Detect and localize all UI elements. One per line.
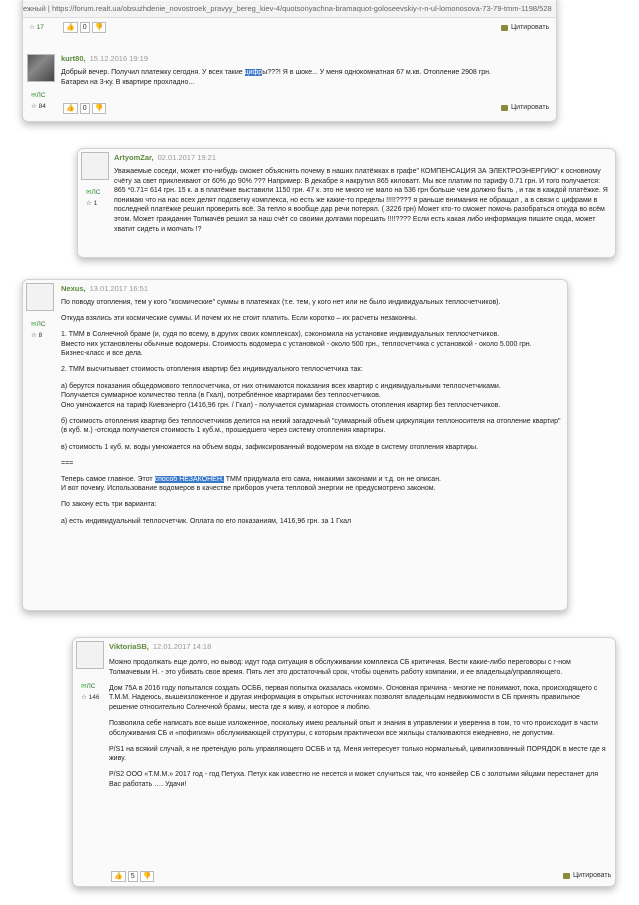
post-card-kurt80 bbox=[22, 0, 557, 122]
post-date: 02.01.2017 19:21 bbox=[157, 153, 216, 162]
post-date: 12.01.2017 14:18 bbox=[152, 642, 212, 651]
post-body: Уважаемые соседи, может кто-нибудь сможет объяснить почему в наших платёжках в графе" КОМПЕНСАЦИЯ ЗА ЭЛЕКТРОЭНЕРГИЮ" к основному счёту за свет приклеивают от 60% до 90% ??? Например: В декабре я накрутил 865 киловатт. Мы все платим по тарифу 0.71 грн. И того получается: 865 *0.71= 614 грн. 15 к. а в платёжке выставили 1150 грн. 47 к. это не много не мало на 536 грн больше чем должно быть , и так в каждой платёжке. Я понимаю что на нас всех делят подсветку комплекса, но есть же какие-то пределы !!!!!???? я раньше внимания не обращал , а в связи с цифрами в последней платёжке решил проверить всё. За тепло я вообще дар речи потерял. ( 3226 грн) Может кто-то сможет помочь разобраться откуда во всём этом. Может гражданин Толмачёв решил за наш счёт со своими долгами порешать !!!!???? Если есть какая либо информация пишите сюда, может хватит сидеть и молчать !? bbox=[114, 168, 608, 233]
quote-button[interactable]: Цитировать bbox=[563, 872, 611, 879]
thumb-icon[interactable]: 👍 bbox=[63, 22, 78, 33]
pm-icon[interactable]: ✉ bbox=[31, 92, 37, 99]
post-author-line bbox=[61, 54, 148, 63]
star-icon: ☆ bbox=[86, 200, 92, 207]
pm-icon[interactable]: ✉ bbox=[81, 683, 87, 690]
url-text: https://forum.realt.ua/obsuzhdenie_novostroek_pravyy_bereg_kiev-4/quotsonyachna-bramaquot-goloseevskiy-r-n-ul-lomonosova-73-79-tmm-1198/528 bbox=[51, 4, 552, 13]
pm-icon[interactable]: ✉ bbox=[86, 189, 92, 196]
vote-box[interactable]: 👍 0 👎 bbox=[63, 103, 106, 114]
author-side-info: ✉ЛС ☆ 8 bbox=[31, 321, 46, 339]
thumb-down-icon[interactable]: 👎 bbox=[140, 871, 155, 882]
post-card-artyomzar bbox=[77, 148, 616, 258]
star-icon: ☆ bbox=[31, 103, 37, 110]
author-side-info: ✉ЛС ☆ 1 bbox=[86, 189, 101, 207]
author-side-info: ✉ЛС ☆ 84 bbox=[31, 92, 46, 110]
quote-icon bbox=[501, 105, 508, 111]
star-icon: ☆ bbox=[29, 24, 35, 31]
vote-box-prev[interactable]: 👍 0 👎 bbox=[63, 22, 106, 33]
url-prefix: ежный | bbox=[23, 4, 52, 13]
author-name[interactable]: ViktoriaSB, bbox=[109, 642, 149, 651]
avatar[interactable] bbox=[76, 641, 104, 669]
avatar[interactable] bbox=[27, 54, 55, 82]
selected-text: способ НЕЗАКОНЕН. bbox=[154, 475, 224, 483]
browser-url-bar[interactable] bbox=[23, 1, 557, 18]
post-card-viktoriasb bbox=[72, 637, 616, 887]
author-side-info: ✉ЛС ☆ 146 bbox=[81, 683, 100, 701]
thumb-down-icon[interactable]: 👎 bbox=[92, 22, 107, 33]
post-count-prev: ☆ 17 bbox=[29, 24, 44, 31]
avatar[interactable] bbox=[26, 283, 54, 311]
post-body: По поводу отопления, тем у кого "космические" суммы в платежках (т.е. тем, у кого нет или не было индивидуальных теплосчетчиков). Откуда взялись эти космические суммы. И почем их не стоит платить. Если коротко – их расчеты незаконны. 1. ТММ в Солнечной браме (и, судя по всему, в других своих комплексах), сэкономила на установке индивидуальных теплосчетчиков. Вместо них установлены обычные водомеры. Стоимость водомера с установкой - около 500 грн., теплосчетчика с установкой - около 5.000 грн. Бизнес-класс и все дела. 2. ТММ высчитывает стоимость отопления квартир без индивидуального теплосчетчика так: а) берутся показания общедомового теплосчетчика, от них отнимаются показания всех квартир с индивидуальными теплосчетчиками. Получается суммарное количество тепла (в Гкал), потреблённое квартирами без теплосчетчиков. Оно умножается на тариф Киевэнерго (1416,96 грн. / Гкал) - получается суммарная стоимость отопления квартир без теплосчетчиков. б) стоимость отопления квартир без теплосчетчиков делится на некий загадочный "суммарный объем циркуляции теплоносителя на отопление квартир" (в куб. м.) -отсюда получается стоимость 1 куб.м., прошедшего через систему отопления квартиры. в) стоимость 1 куб. м. воды умножается на объем воды, зафиксированный водомером на входе в систему отопления квартиры. === Теперь самое главное. Этот способ НЕЗАКОНЕН. ТММ придумала его сама, никакими законами и т.д. он не описан. И вот почему. Использование водомеров в качестве приборов учета тепловой энергии не предусмотрено законом. По закону есть три варианта: а) есть индивидуальный теплосчетчик. Оплата по его показаниям, 1416,96 грн. за 1 Гкал bbox=[61, 299, 561, 525]
post-body: Можно продолжать еще долго, но вывод: идут года ситуация в обслуживании комплекса СБ критичная. Вести какие-либо переговоры с г-ном Толмачевым Н. - это убивать свое время. Пять лет это достаточный срок, чтобы оценить работу компании, и ее владельца/управляющего. Дом 75А в 2016 году попытался создать ОСББ, первая попытка оказалась «комом». Основная причина - многие не понимают, пока, происходящего с Т.М.М. Надеюсь, вышеизложенное и другая информация в открытых источниках позволят владельцам недвижимости в СБ принять правильное решение относительно Солнечной брамы, места где я живу, и которое я люблю. Позволила себе написать все выше изложенное, поскольку имею реальный опыт и знания в управлении и уверенна в том, то что происходит в части обслуживания СБ и «пофигизм» обслуживающей структуры, с которым практически все жильцы сталкиваются ежедневно, не допустим. P/S1 на всякий случай, я не претендую роль управляющего ОСББ и тд. Меня интересует только нормальный, цивилизованный ПОРЯДОК в месте где я живу. P/S2 ООО «Т.М.М.» 2017 год - год Петуха. Петух как известно не несется и может случиться так, что конвейер СБ с золотыми яйцами перестанет для Вас работать …. Удачи! bbox=[109, 659, 606, 788]
post-card-nexus bbox=[22, 279, 568, 611]
vote-box[interactable]: 👍 5 👎 bbox=[111, 871, 154, 882]
author-name[interactable]: kurt80, bbox=[61, 54, 86, 63]
star-icon: ☆ bbox=[81, 694, 87, 701]
post-date: 13.01.2017 16:51 bbox=[89, 284, 148, 293]
thumb-down-icon[interactable]: 👎 bbox=[92, 103, 107, 114]
star-icon: ☆ bbox=[31, 332, 37, 339]
post-author-line bbox=[61, 284, 148, 293]
thumb-icon[interactable]: 👍 bbox=[63, 103, 78, 114]
avatar[interactable] bbox=[81, 152, 109, 180]
quote-button[interactable]: Цитировать bbox=[501, 104, 549, 111]
post-body: Добрый вечер. Получил платежку сегодня. У всех такие цифры???! Я в шоке... У меня однокомнатная 67 м.кв. Отопление 2908 грн. Батареи на 3-ку. В квартире прохладно... bbox=[61, 69, 491, 86]
thumb-icon[interactable]: 👍 bbox=[111, 871, 126, 882]
post-date: 15.12.2016 19:19 bbox=[89, 54, 148, 63]
quote-icon bbox=[501, 25, 508, 31]
quote-button-prev[interactable]: Цитировать bbox=[501, 24, 549, 31]
quote-icon bbox=[563, 873, 570, 879]
author-name[interactable]: Nexus, bbox=[61, 284, 86, 293]
post-author-line bbox=[114, 153, 216, 162]
author-name[interactable]: ArtyomZar, bbox=[114, 153, 154, 162]
post-author-line bbox=[109, 642, 211, 651]
selected-text: цифр bbox=[244, 69, 263, 76]
pm-icon[interactable]: ✉ bbox=[31, 321, 37, 328]
